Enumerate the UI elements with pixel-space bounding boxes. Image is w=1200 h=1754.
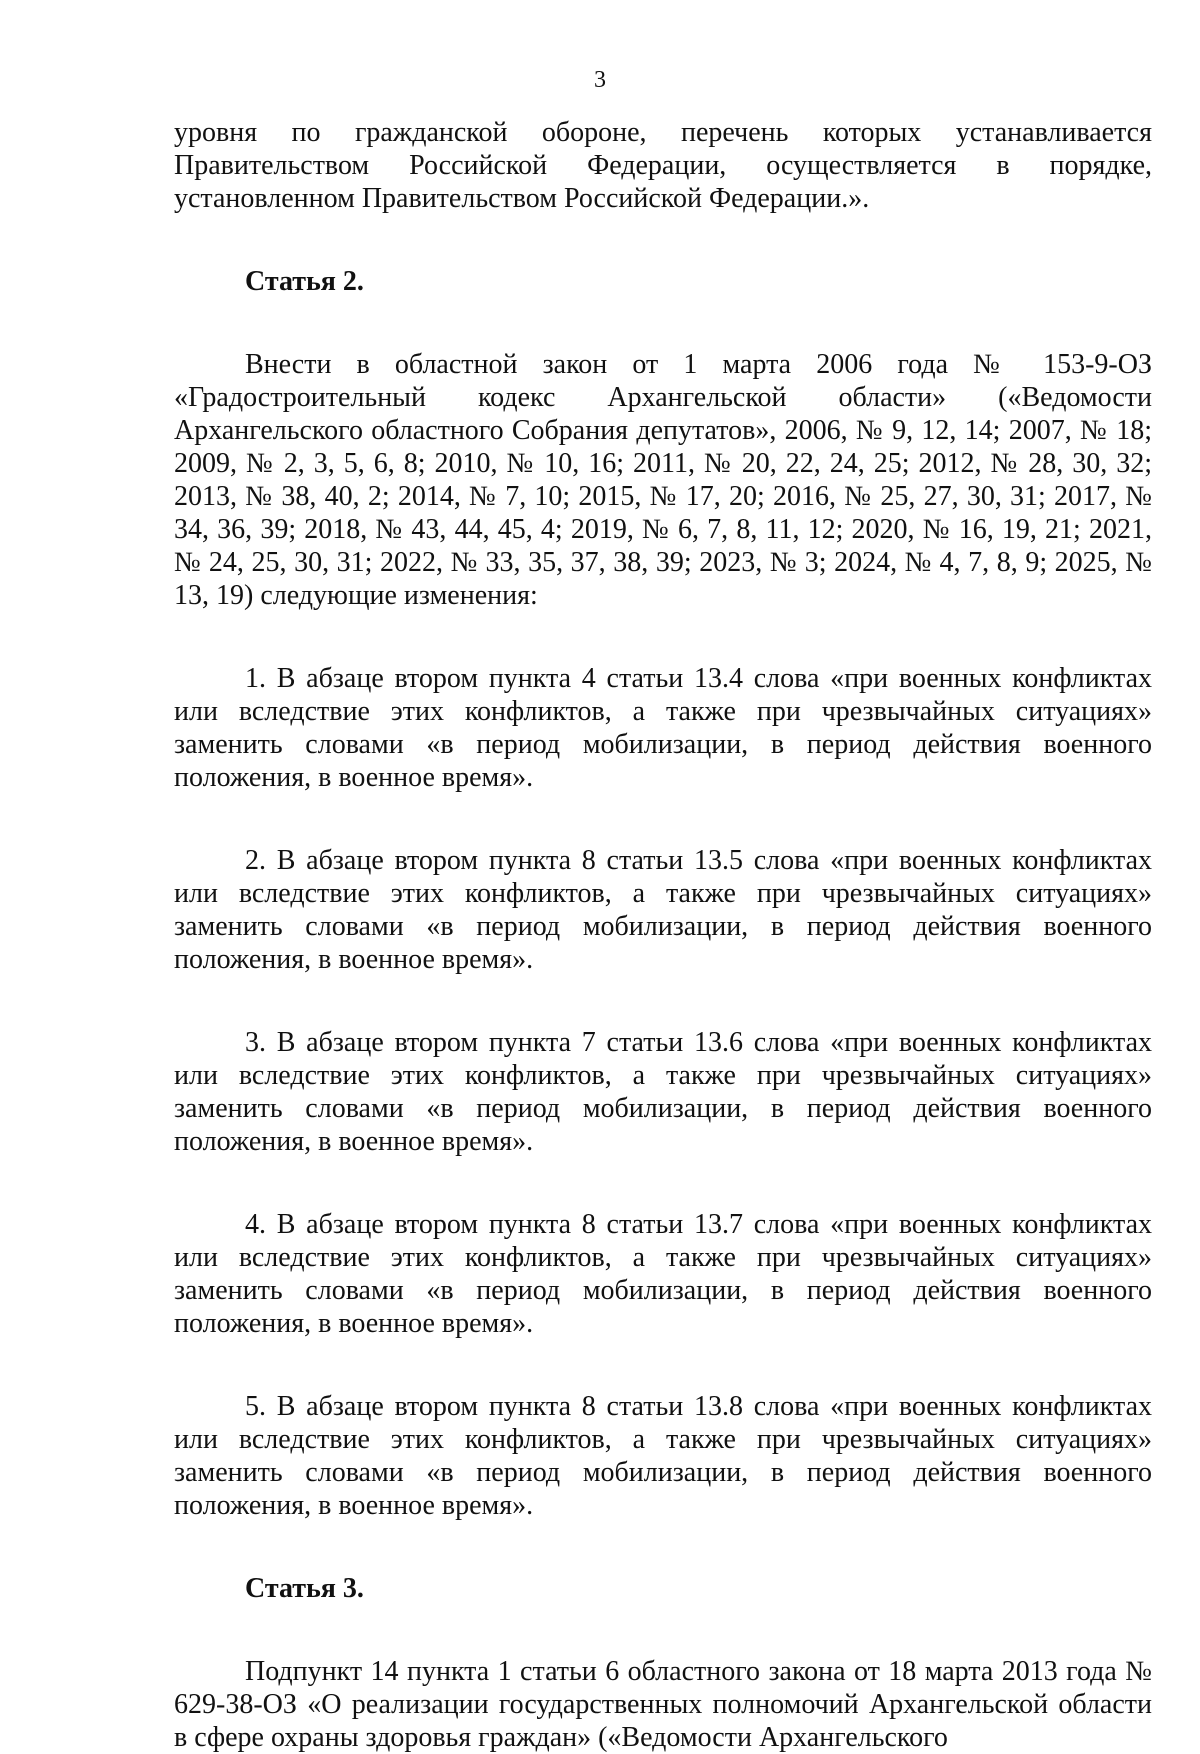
intro-paragraph: уровня по гражданской обороне, перечень которых устанавливается Правительством Российской Федерации, осуществляется в порядке, установленном Правительством Российской Федерации.».: [174, 117, 1152, 214]
article-2-item-2: 2. В абзаце втором пункта 8 статьи 13.5 слова «при военных конфликтах или вследствие этих конфликтов, а также при чрезвычайных ситуациях» заменить словами «в период мобилизации, в период действия военного положения, в военное время».: [174, 845, 1152, 975]
page-number: 3: [594, 67, 606, 93]
article-2-item-5: 5. В абзаце втором пункта 8 статьи 13.8 слова «при военных конфликтах или вследствие этих конфликтов, а также при чрезвычайных ситуациях» заменить словами «в период мобилизации, в период действия военного положения, в военное время».: [174, 1391, 1152, 1521]
article-2-intro: Внести в областной закон от 1 марта 2006 года № 153-9-ОЗ «Градостроительный кодекс Архангельской области» («Ведомости Архангельского областного Собрания депутатов», 2006, № 9, 12, 14; 2007, № 18; 2009, № 2, 3, 5, 6, 8; 2010, № 10, 16; 2011, № 20, 22, 24, 25; 2012, № 28, 30, 32; 2013, № 38, 40, 2; 2014, № 7, 10; 2015, № 17, 20; 2016, № 25, 27, 30, 31; 2017, № 34, 36, 39; 2018, № 43, 44, 45, 4; 2019, № 6, 7, 8, 11, 12; 2020, № 16, 19, 21; 2021, № 24, 25, 30, 31; 2022, № 33, 35, 37, 38, 39; 2023, № 3; 2024, № 4, 7, 8, 9; 2025, № 13, 19) следующие изменения:: [174, 349, 1152, 611]
article-3-intro: Подпункт 14 пункта 1 статьи 6 областного закона от 18 марта 2013 года № 629-38-ОЗ «О реализации государственных полномочий Архангельской области в сфере охраны здоровья граждан» («Ведомости Архангельского: [174, 1656, 1152, 1753]
article-2-item-4: 4. В абзаце втором пункта 8 статьи 13.7 слова «при военных конфликтах или вследствие этих конфликтов, а также при чрезвычайных ситуациях» заменить словами «в период мобилизации, в период действия военного положения, в военное время».: [174, 1209, 1152, 1339]
article-2-item-1: 1. В абзаце втором пункта 4 статьи 13.4 слова «при военных конфликтах или вследствие этих конфликтов, а также при чрезвычайных ситуациях» заменить словами «в период мобилизации, в период действия военного положения, в военное время».: [174, 663, 1152, 793]
article-2-heading: Статья 2.: [245, 266, 364, 297]
article-2-item-3: 3. В абзаце втором пункта 7 статьи 13.6 слова «при военных конфликтах или вследствие этих конфликтов, а также при чрезвычайных ситуациях» заменить словами «в период мобилизации, в период действия военного положения, в военное время».: [174, 1027, 1152, 1157]
document-body: [174, 116, 1152, 1754]
article-3-heading: Статья 3.: [245, 1573, 364, 1604]
